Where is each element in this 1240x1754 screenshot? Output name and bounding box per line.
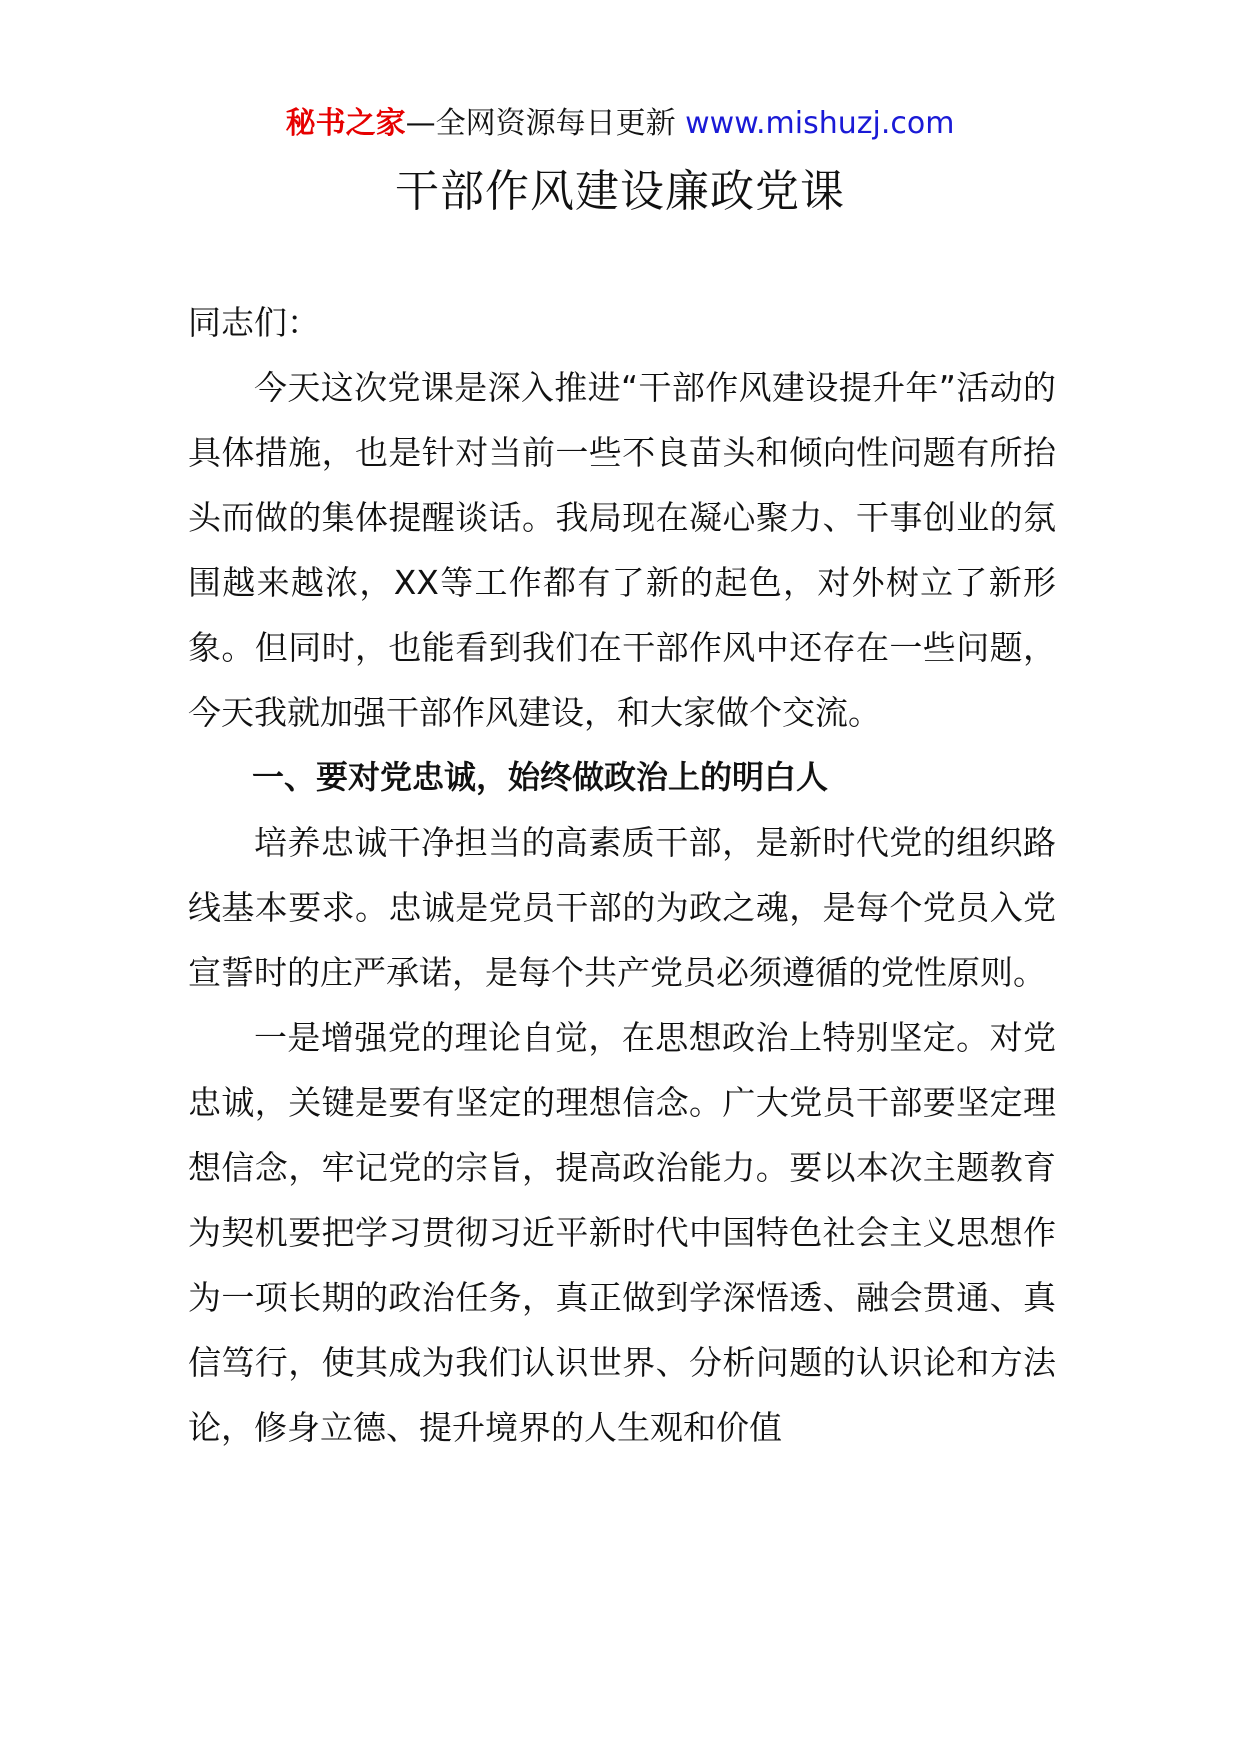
body-paragraph: 一是增强党的理论自觉，在思想政治上特别坚定。对党忠诚，关键是要有坚定的理想信念。广大党员干部要坚定理想信念，牢记党的宗旨，提高政治能力。要以本次主题教育为契机要把学习贯彻习近平新时代中国特色社会主义思想作为一项长期的政治任务，真正做到学深悟透、融会贯通、真信笃行，使其成为我们认识世界、分析问题的认识论和方法论，修身立德、提升境界的人生观和价值 <box>188 1018 1056 1447</box>
body-paragraph: 培养忠诚干净担当的高素质干部，是新时代党的组织路线基本要求。忠诚是党员干部的为政之魂，是每个党员入党宣誓时的庄严承诺，是每个共产党员必须遵循的党性原则。 <box>188 823 1056 992</box>
site-header <box>0 102 1240 146</box>
header-tagline: —全网资源每日更新 <box>405 106 686 141</box>
intro-paragraph: 今天这次党课是深入推进“干部作风建设提升年”活动的具体措施，也是针对当前一些不良苗头和倾向性问题有所抬头而做的集体提醒谈话。我局现在凝心聚力、干事创业的氛围越来越浓，XX等工作都有了新的起色，对外树立了新形象。但同时，也能看到我们在干部作风中还存在一些问题，今天我就加强干部作风建设，和大家做个交流。 <box>188 368 1056 732</box>
greeting: 同志们： <box>188 303 320 342</box>
section-heading: 一、要对党忠诚，始终做政治上的明白人 <box>252 758 829 796</box>
document-title: 干部作风建设廉政党课 <box>395 166 845 217</box>
document-body <box>188 290 1056 1460</box>
site-url-link[interactable]: www.mishuzj.com <box>685 106 955 141</box>
brand-name: 秘书之家 <box>285 106 406 141</box>
